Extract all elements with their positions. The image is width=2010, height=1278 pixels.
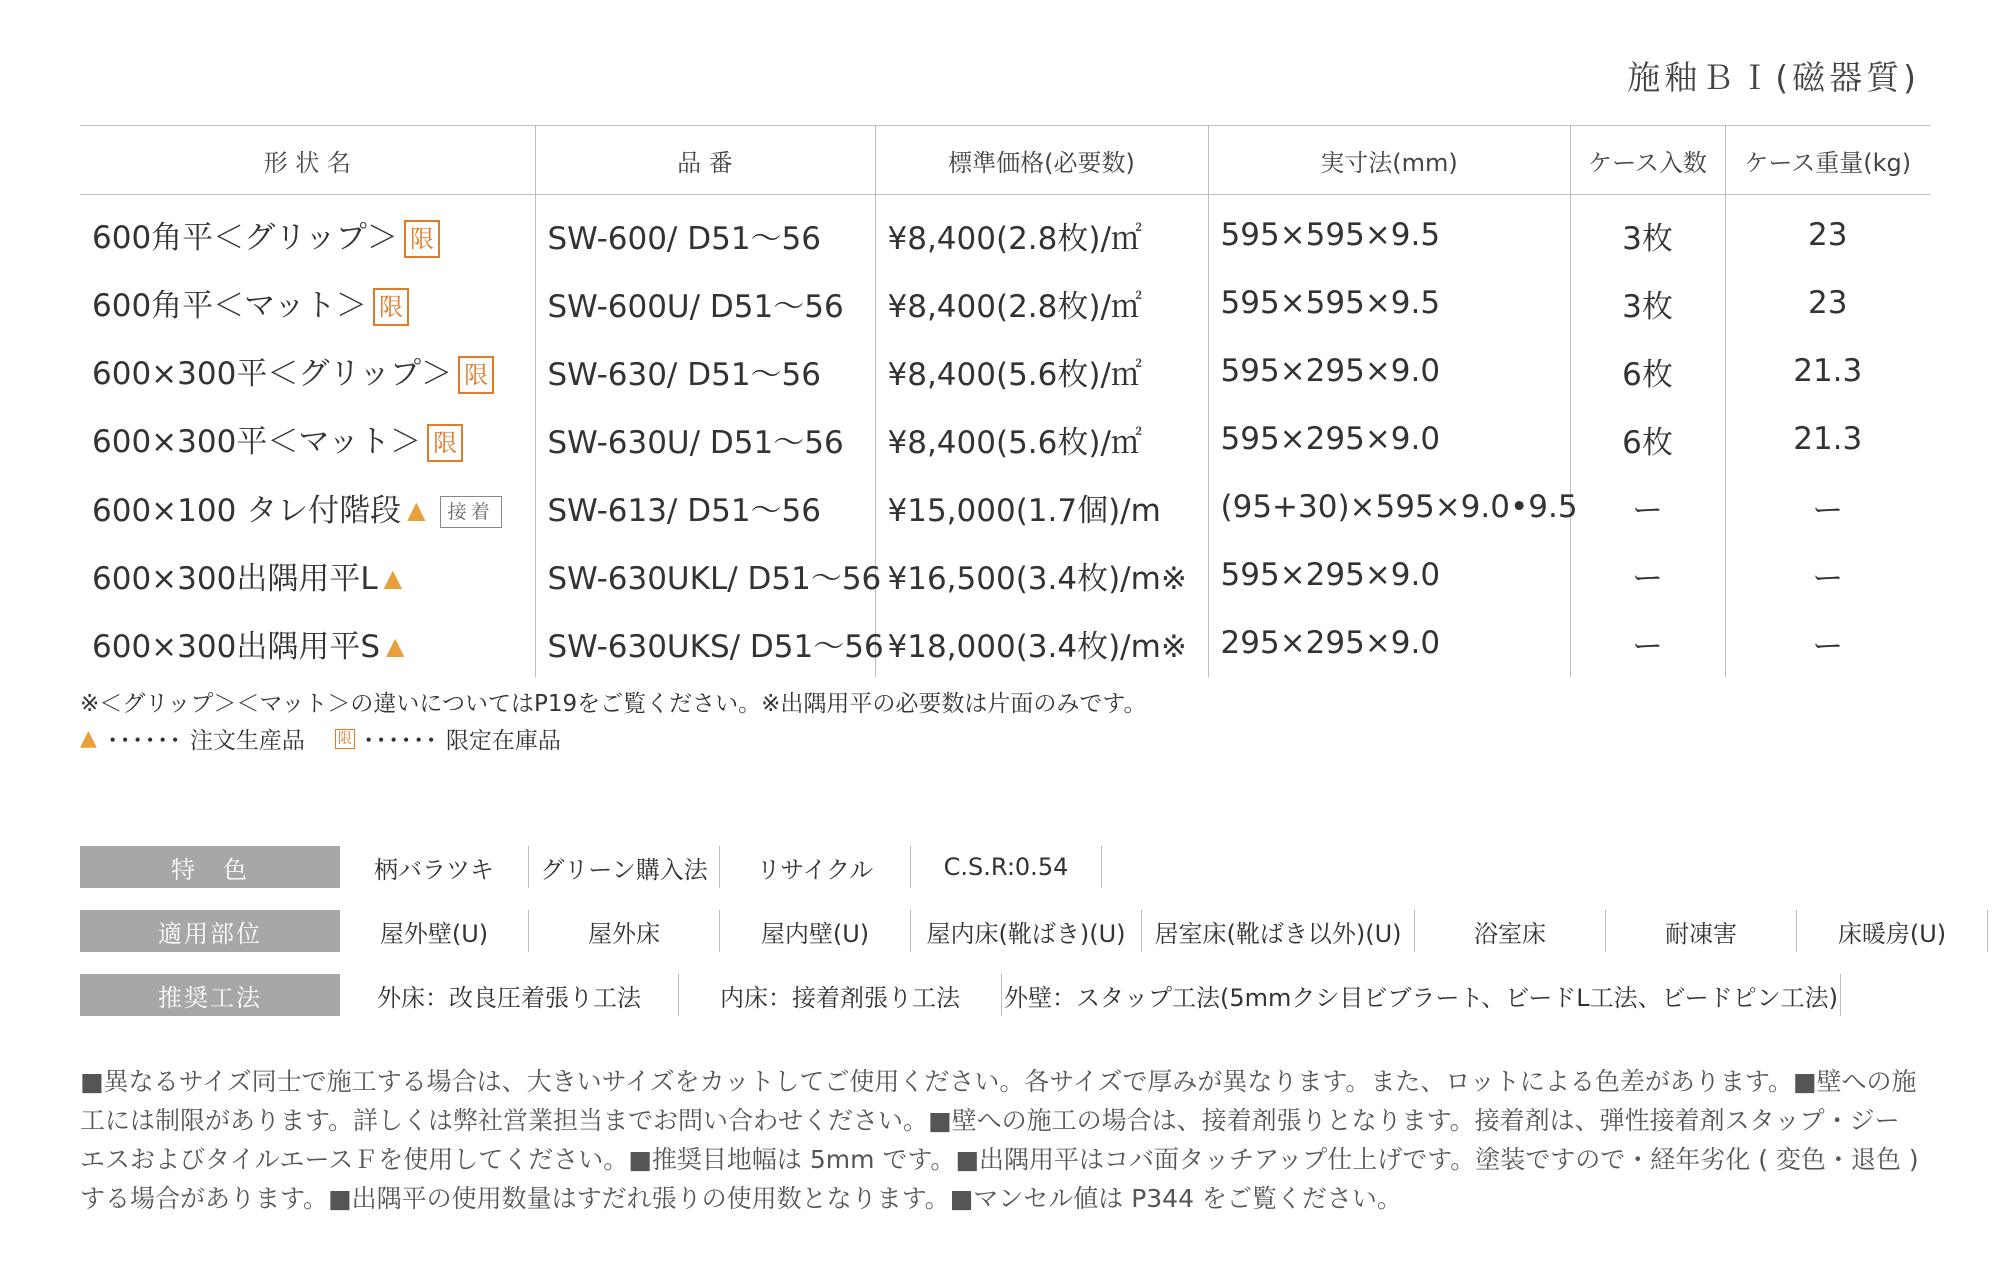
made-to-order-icon: ▲ <box>80 726 97 751</box>
methods-label: 推奨工法 <box>80 974 340 1016</box>
cell-case-qty: ー <box>1570 473 1725 541</box>
applicable-item: 耐凍害 <box>1606 910 1797 952</box>
header-size: 実寸法(mm) <box>1208 126 1570 195</box>
applicable-item: 床暖房(U) <box>1797 910 1988 952</box>
cell-shape-name <box>80 405 535 473</box>
table-row <box>80 269 1930 337</box>
notes-line: ■異なるサイズ同士で施工する場合は、大きいサイズをカットしてご使用ください。各サイズで厚みが異なります。また、ロットによる色差があります。■壁への施 <box>80 1067 1917 1096</box>
cell-price: ¥15,000(1.7個)/m <box>875 473 1208 541</box>
cell-case-weight: ー <box>1725 609 1930 677</box>
cell-product-code: SW-630UKL/ D51～56 <box>535 541 875 609</box>
made-to-order-icon: ▲ <box>383 563 403 592</box>
limited-stock-badge: 限 <box>404 220 440 258</box>
table-row <box>80 473 1930 541</box>
cell-case-weight: ー <box>1725 541 1930 609</box>
cell-product-code: SW-600/ D51～56 <box>535 195 875 270</box>
notes-line: 工には制限があります。詳しくは弊社営業担当までお問い合わせください。■壁への施工の場合は、接着剤張りとなります。接着剤は、弾性接着剤スタップ・ジー <box>80 1106 1900 1135</box>
cell-case-qty: 3枚 <box>1570 269 1725 337</box>
cell-case-qty: ー <box>1570 609 1725 677</box>
applicable-label: 適用部位 <box>80 910 340 952</box>
cell-product-code: SW-613/ D51～56 <box>535 473 875 541</box>
cell-size: 595×295×9.0 <box>1208 405 1570 473</box>
footnote: ※＜グリップ＞＜マット＞の違いについてはP19をご覧ください。※出隅用平の必要数は片面のみです。 <box>80 691 1147 717</box>
legend-dots: ･･････ <box>362 728 438 754</box>
cell-price: ¥8,400(2.8枚)/㎡ <box>875 195 1208 270</box>
cell-shape-name <box>80 609 535 677</box>
legend <box>80 722 561 755</box>
methods-row <box>80 974 1841 1016</box>
applicable-item: 屋外床 <box>529 910 720 952</box>
cell-size: 595×595×9.5 <box>1208 195 1570 270</box>
made-to-order-icon: ▲ <box>407 495 426 524</box>
table-header-row <box>80 126 1930 195</box>
cell-shape-name <box>80 269 535 337</box>
applicable-item: 屋内壁(U) <box>720 910 911 952</box>
shape-name: 600×300出隅用平L <box>92 560 378 597</box>
cell-size: 595×295×9.0 <box>1208 541 1570 609</box>
cell-case-weight: 23 <box>1725 269 1930 337</box>
limited-stock-badge: 限 <box>373 288 409 326</box>
notes-paragraph <box>80 1062 1940 1218</box>
cell-case-qty: ー <box>1570 541 1725 609</box>
table-row <box>80 337 1930 405</box>
cell-case-weight: 21.3 <box>1725 337 1930 405</box>
applicable-item: 屋外壁(U) <box>340 910 529 952</box>
applicable-row <box>80 910 1988 952</box>
shape-name: 600×100 タレ付階段 <box>92 492 402 529</box>
legend-limited-text: 限定在庫品 <box>445 728 561 754</box>
made-to-order-icon: ▲ <box>386 631 405 660</box>
adhesive-badge: 接着 <box>440 496 502 528</box>
header-product-code: 品 番 <box>535 126 875 195</box>
method-item: 外床：改良圧着張り工法 <box>340 974 679 1016</box>
legend-made-to-order-text: 注文生産品 <box>189 728 305 754</box>
feature-item: 柄バラツキ <box>340 846 529 888</box>
cell-shape-name <box>80 473 535 541</box>
spec-table <box>80 125 1930 677</box>
shape-name: 600角平＜グリップ＞ <box>92 219 398 256</box>
header-price: 標準価格(必要数) <box>875 126 1208 195</box>
cell-case-weight: 23 <box>1725 195 1930 270</box>
cell-size: 595×595×9.5 <box>1208 269 1570 337</box>
cell-price: ¥18,000(3.4枚)/m※ <box>875 609 1208 677</box>
cell-size: (95+30)×595×9.0•9.5 <box>1208 473 1570 541</box>
shape-name: 600×300平＜マット＞ <box>92 423 422 460</box>
cell-product-code: SW-630UKS/ D51～56 <box>535 609 875 677</box>
cell-price: ¥8,400(5.6枚)/㎡ <box>875 405 1208 473</box>
method-item: 外壁：スタップ工法(5mmクシ目ビブラート、ビードL工法、ビードピン工法) <box>1002 974 1841 1016</box>
cell-product-code: SW-600U/ D51～56 <box>535 269 875 337</box>
notes-line: エスおよびタイルエースＦを使用してください。■推奨目地幅は 5mm です。■出隅用平はコバ面タッチアップ仕上げです。塗装ですので・経年劣化 ( 変色・退色 ) <box>80 1145 1919 1174</box>
cell-price: ¥16,500(3.4枚)/m※ <box>875 541 1208 609</box>
limited-stock-badge: 限 <box>335 729 355 749</box>
applicable-item: 居室床(靴ばき以外)(U) <box>1142 910 1415 952</box>
features-row <box>80 846 1102 888</box>
notes-line: する場合があります。■出隅平の使用数量はすだれ張りの使用数となります。■マンセル値は P344 をご覧ください。 <box>80 1184 1402 1213</box>
legend-dots: ･･････ <box>106 728 182 754</box>
features-label: 特 色 <box>80 846 340 888</box>
cell-case-qty: 6枚 <box>1570 405 1725 473</box>
cell-shape-name <box>80 541 535 609</box>
cell-product-code: SW-630U/ D51～56 <box>535 405 875 473</box>
shape-name: 600×300出隅用平S <box>92 628 380 665</box>
header-case-qty: ケース入数 <box>1570 126 1725 195</box>
feature-item: グリーン購入法 <box>529 846 720 888</box>
feature-item: リサイクル <box>720 846 911 888</box>
limited-stock-badge: 限 <box>458 356 494 394</box>
table-row <box>80 405 1930 473</box>
cell-price: ¥8,400(2.8枚)/㎡ <box>875 269 1208 337</box>
shape-name: 600角平＜マット＞ <box>92 287 367 324</box>
cell-case-qty: 3枚 <box>1570 195 1725 270</box>
applicable-item: 浴室床 <box>1415 910 1606 952</box>
table-row <box>80 195 1930 270</box>
cell-shape-name <box>80 195 535 270</box>
cell-product-code: SW-630/ D51～56 <box>535 337 875 405</box>
shape-name: 600×300平＜グリップ＞ <box>92 355 453 392</box>
applicable-item: 屋内床(靴ばき)(U) <box>911 910 1142 952</box>
header-case-weight: ケース重量(kg) <box>1725 126 1930 195</box>
cell-size: 595×295×9.0 <box>1208 337 1570 405</box>
feature-item: C.S.R:0.54 <box>911 846 1102 888</box>
cell-shape-name <box>80 337 535 405</box>
cell-case-weight: ー <box>1725 473 1930 541</box>
table-row <box>80 541 1930 609</box>
page-title: 施釉ＢＩ(磁器質) <box>1627 58 1920 97</box>
header-shape-name: 形 状 名 <box>80 126 535 195</box>
cell-size: 295×295×9.0 <box>1208 609 1570 677</box>
limited-stock-badge: 限 <box>427 424 463 462</box>
method-item: 内床：接着剤張り工法 <box>679 974 1002 1016</box>
cell-case-weight: 21.3 <box>1725 405 1930 473</box>
table-row <box>80 609 1930 677</box>
cell-price: ¥8,400(5.6枚)/㎡ <box>875 337 1208 405</box>
cell-case-qty: 6枚 <box>1570 337 1725 405</box>
